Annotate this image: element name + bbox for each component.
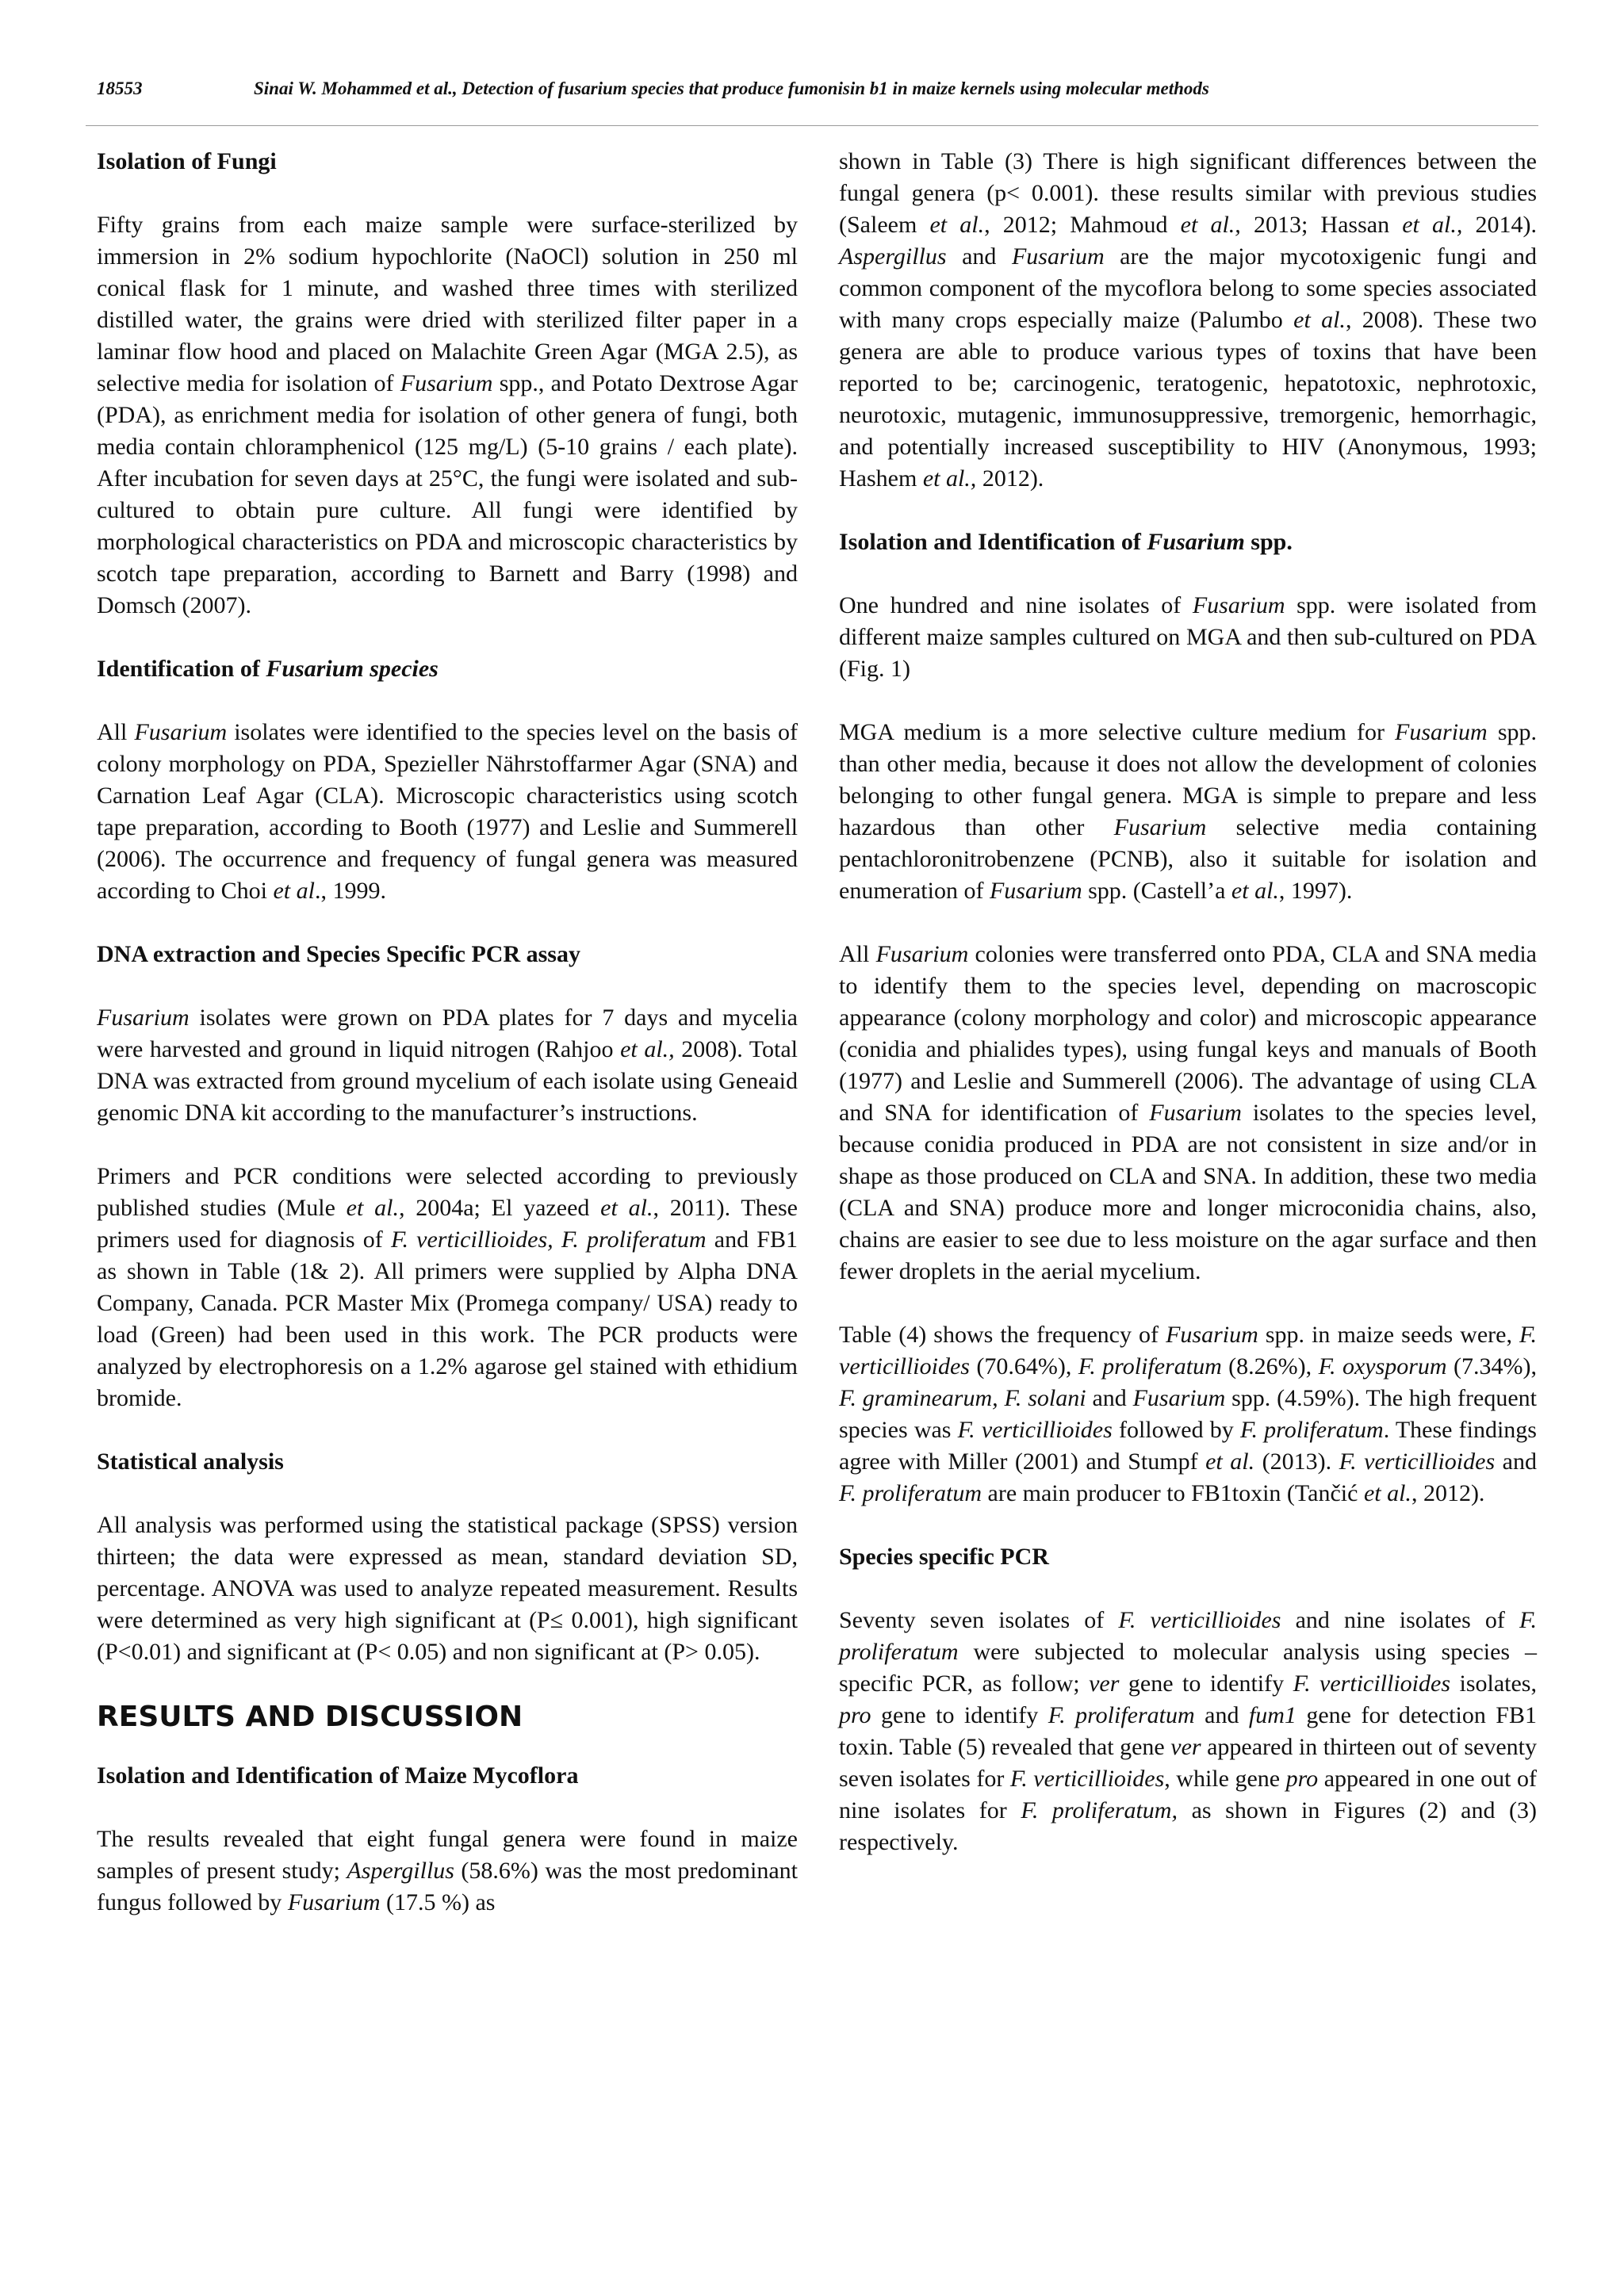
paragraph-isolation-of-fungi: Fifty grains from each maize sample were surface-sterilized by immersion in 2% sodium hypochlorite (NaOCl) solution in 250 ml conical flask for 1 minute, and washed three times with sterilized distilled water, the grains were dried with sterilized filter paper in a laminar flow hood and placed on Malachite Green Agar (MGA 2.5), as selective media for isolation of Fusarium spp., and Potato Dextrose Agar (PDA), as enrichment media for isolation of other genera of fungi, both media contain chloramphenicol (125 mg/L) (5-10 grains / each plate). After incubation for seven days at 25°C, the fungi were isolated and sub-cultured to obtain pure culture. All fungi were identified by morphological characteristics on PDA and microscopic characteristics by scotch tape preparation, according to Barnett and Barry (1998) and Domsch (2007). xyxy=(97,212,798,618)
heading-isolation-fusarium-spp: Isolation and Identification of Fusarium spp. xyxy=(839,529,1293,555)
left-column xyxy=(97,146,798,1919)
paragraph-dna-extraction: Fusarium isolates were grown on PDA plates for 7 days and mycelia were harvested and ground in liquid nitrogen (Rahjoo et al., 2008). Total DNA was extracted from ground mycelium of each isolate using Geneaid genomic DNA kit according to the manufacturer’s instructions. xyxy=(97,1004,798,1126)
paragraph-identification-fusarium: All Fusarium isolates were identified to the species level on the basis of colony morphology on PDA, Spezieller Nährstoffarmer Agar (SNA) and Carnation Leaf Agar (CLA). Microscopic characteristics using scotch tape preparation, according to Booth (1977) and Leslie and Summerell (2006). The occurrence and frequency of fungal genera was measured according to Choi et al., 1999. xyxy=(97,719,798,904)
heading-maize-mycoflora: Isolation and Identification of Maize Mycoflora xyxy=(97,1762,579,1789)
paragraph-one-hundred-isolates: One hundred and nine isolates of Fusarium spp. were isolated from different maize samples cultured on MGA and then sub-cultured on PDA (Fig. 1) xyxy=(839,592,1537,682)
paragraph-results-continuation: shown in Table (3) There is high significant differences between the fungal genera (p< 0.001). these results similar with previous studies (Saleem et al., 2012; Mahmoud et al., 2013; Hassan et al., 2014). Aspergillus and Fusarium are the major mycotoxigenic fungi and common component of the mycoflora belong to some species associated with many crops especially maize (Palumbo et al., 2008). These two genera are able to produce various types of toxins that have been reported to be; carcinogenic, teratogenic, hepatotoxic, nephrotoxic, neurotoxic, mutagenic, immunosuppressive, tremorgenic, hemorrhagic, and potentially increased susceptibility to HIV (Anonymous, 1993; Hashem et al., 2012). xyxy=(839,148,1537,492)
heading-isolation-of-fungi: Isolation of Fungi xyxy=(97,148,277,174)
heading-results-and-discussion: RESULTS AND DISCUSSION xyxy=(97,1701,523,1733)
heading-species-specific-pcr: Species specific PCR xyxy=(839,1544,1049,1570)
heading-identification-fusarium-species: Identification of Fusarium species xyxy=(97,656,439,682)
running-header xyxy=(97,78,1532,100)
paragraph-species-specific-pcr: Seventy seven isolates of F. verticillioides and nine isolates of F. proliferatum were subjected to molecular analysis using species – specific PCR, as follow; ver gene to identify F. verticillioides isolates, pro gene to identify F. proliferatum and fum1 gene for detection FB1 toxin. Table (5) revealed that gene ver appeared in thirteen out of seventy seven isolates for F. verticillioides, while gene pro appeared in one out of nine isolates for F. proliferatum, as shown in Figures (2) and (3) respectively. xyxy=(839,1607,1538,1855)
page-number: 18553 xyxy=(97,78,143,98)
paragraph-mga-medium: MGA medium is a more selective culture medium for Fusarium spp. than other media, because it does not allow the development of colonies belonging to other fungal genera. MGA is simple to prepare and less hazardous than other Fusarium selective media containing pentachloronitrobenzene (PCNB), also it suitable for isolation and enumeration of Fusarium spp. (Castell’a et al., 1997). xyxy=(839,719,1537,904)
header-rule xyxy=(86,125,1538,126)
heading-statistical-analysis: Statistical analysis xyxy=(97,1448,284,1475)
paragraph-table4-frequency: Table (4) shows the frequency of Fusarium spp. in maize seeds were, F. verticillioides (70.64%), F. proliferatum (8.26%), F. oxysporum (7.34%), F. graminearum, F. solani and Fusarium spp. (4.59%). The high frequent species was F. verticillioides followed by F. proliferatum. These findings agree with Miller (2001) and Stumpf et al. (2013). F. verticillioides and F. proliferatum are main producer to FB1toxin (Tančić et al., 2012). xyxy=(839,1322,1538,1506)
heading-dna-extraction: DNA extraction and Species Specific PCR assay xyxy=(97,941,580,967)
running-title: Sinai W. Mohammed et al., Detection of fusarium species that produce fumonisin b1 in maize kernels using molecular methods xyxy=(254,78,1209,98)
paragraph-all-fusarium-colonies: All Fusarium colonies were transferred onto PDA, CLA and SNA media to identify them to the species level, depending on macroscopic appearance (colony morphology and color) and microscopic appearance (conidia and phialides types), using fungal keys and manuals of Booth (1977) and Leslie and Summerell (2006). The advantage of using CLA and SNA for identification of Fusarium isolates to the species level, because conidia produced in PDA are not consistent in size and/or in shape as those produced on CLA and SNA. In addition, these two media (CLA and SNA) produce more and longer microconidia chains, also, chains are easier to see due to less moisture on the agar surface and then fewer droplets in the aerial mycelium. xyxy=(839,941,1537,1284)
right-column xyxy=(839,146,1537,1858)
paragraph-statistical-analysis: All analysis was performed using the statistical package (SPSS) version thirteen; the data were expressed as mean, standard deviation SD, percentage. ANOVA was used to analyze repeated measurement. Results were determined as very high significant at (P≤ 0.001), high significant (P<0.01) and significant at (P< 0.05) and non significant at (P> 0.05). xyxy=(97,1512,798,1665)
paragraph-primers-pcr: Primers and PCR conditions were selected according to previously published studies (Mule et al., 2004a; El yazeed et al., 2011). These primers used for diagnosis of F. verticillioides, F. proliferatum and FB1 as shown in Table (1& 2). All primers were supplied by Alpha DNA Company, Canada. PCR Master Mix (Promega company/ USA) ready to load (Green) had been used in this work. The PCR products were analyzed by electrophoresis on a 1.2% agarose gel stained with ethidium bromide. xyxy=(97,1163,798,1411)
paragraph-results-start: The results revealed that eight fungal genera were found in maize samples of present study; Aspergillus (58.6%) was the most predominant fungus followed by Fusarium (17.5 %) as xyxy=(97,1826,798,1915)
